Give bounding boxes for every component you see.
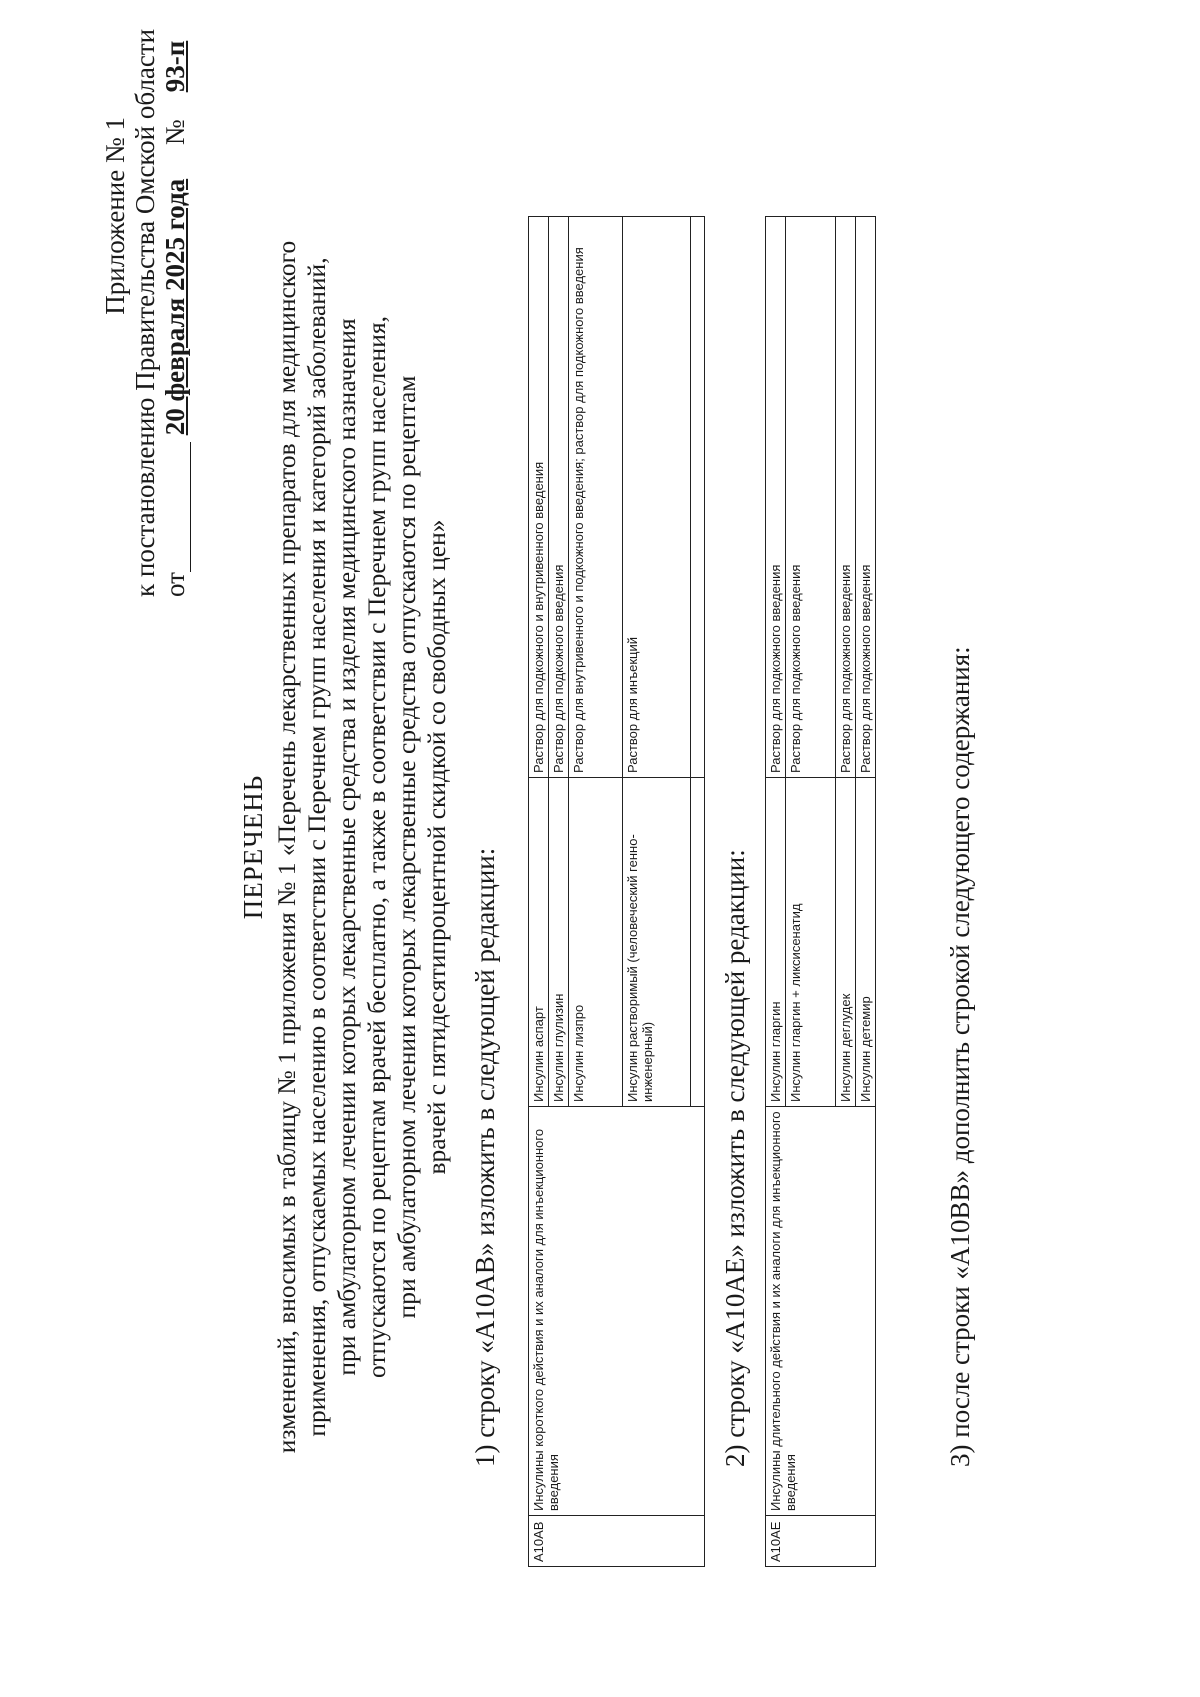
annex-subtitle: к постановлению Правительства Омской области [130,28,160,597]
drug-name: Инсулин гларгин [766,778,786,1107]
atc-code: A10AB [529,1516,705,1567]
drug-name: Инсулин детемир [856,778,876,1107]
drug-name: Инсулин деглудек [836,778,856,1107]
number-sign: № [160,119,190,146]
drug-name: Инсулин растворимый (человеческий генно-инженерный) [623,778,691,1107]
annex-date-line [160,40,191,597]
intro-paragraph [272,97,452,1597]
annex-title: Приложение № 1 [100,117,130,315]
table-row [529,217,549,1567]
drug-form: Раствор для подкожного введения [856,217,876,778]
drug-name: Инсулин лизпро [569,778,623,1107]
group-name: Инсулины длительного действия и их аналоги для инъекционного введения [766,1107,876,1516]
table-a10ab [528,216,705,1567]
drug-form: Раствор для подкожного введения [549,217,569,778]
drug-name: Инсулин глулизин [549,778,569,1107]
table-row [766,217,786,1567]
page-title: ПЕРЕЧЕНЬ [238,774,268,920]
drug-form: Раствор для подкожного и внутривенного введения [529,217,549,778]
section-3-label: 3) после строки «A10BB» дополнить строкой следующего содержания: [945,646,975,1467]
annex-header [100,28,191,597]
section-1-label: 1) строку «A10AB» изложить в следующей редакции: [470,847,500,1467]
atc-code: A10AE [766,1516,876,1567]
empty-cell [691,217,705,778]
date-prefix: от [160,572,190,597]
drug-name: Инсулин гларгин + ликсисенатид [786,778,836,1107]
intro-line: при амбулаторном лечении которых лекарственные средства отпускаются по рецептам [392,375,421,1319]
annex-number: 93-п [160,40,190,93]
section-2-label: 2) строку «A10AE» изложить в следующей редакции: [720,849,750,1467]
drug-form: Раствор для подкожного введения [836,217,856,778]
intro-line: отпускаются по рецептам врачей бесплатно, а также в соответствии с Перечнем групп населения, [362,316,391,1378]
intro-line: применения, отпускаемых населению в соответствии с Перечнем групп населения и категорий заболеваний, [302,257,331,1437]
empty-cell [691,778,705,1107]
drug-name: Инсулин аспарт [529,778,549,1107]
drug-form: Раствор для внутривенного и подкожного введения; раствор для подкожного введения [569,217,623,778]
table-a10ae [765,216,876,1567]
annex-date: 20 февраля 2025 года [160,178,190,436]
intro-line: при амбулаторном лечении которых лекарственные средства и изделия медицинского назначения [332,318,361,1376]
group-name: Инсулины короткого действия и их аналоги для инъекционного введения [529,1107,705,1516]
drug-form: Раствор для подкожного введения [766,217,786,778]
intro-line: врачей с пятидесятипроцентной скидкой со свободных цен» [422,519,451,1175]
intro-line: изменений, вносимых в таблицу № 1 приложения № 1 «Перечень лекарственных препаратов для медицинского [272,240,301,1454]
date-underline [160,442,191,572]
drug-form: Раствор для подкожного введения [786,217,836,778]
drug-form: Раствор для инъекций [623,217,691,778]
